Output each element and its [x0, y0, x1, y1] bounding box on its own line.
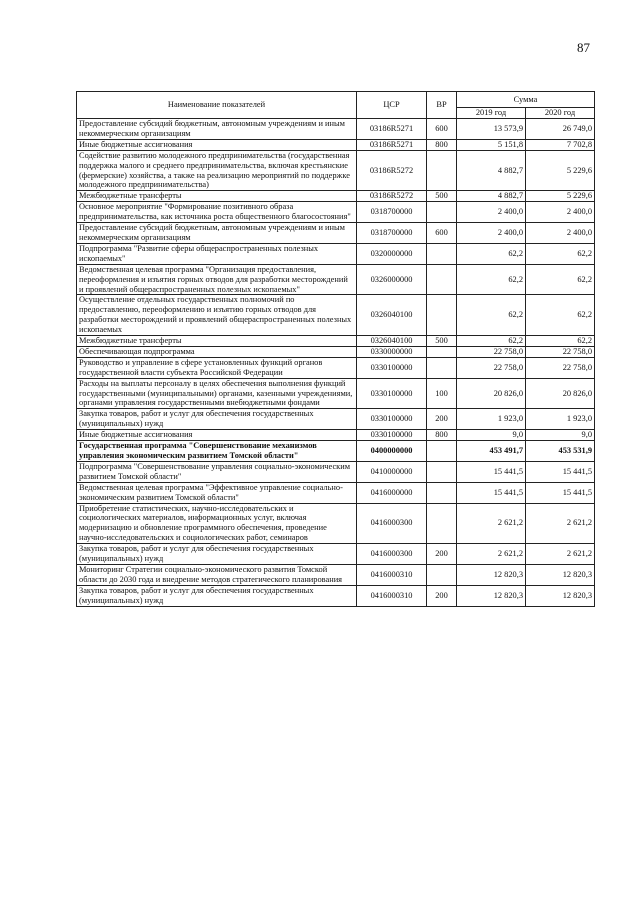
- row-name: Межбюджетные трансферты: [77, 191, 357, 202]
- row-amount-2019: 4 882,7: [457, 150, 526, 191]
- row-amount-2020: 62,2: [526, 295, 595, 336]
- table-row: [77, 346, 595, 357]
- row-name: Закупка товаров, работ и услуг для обеспечения государственных (муниципальных) нужд: [77, 585, 357, 606]
- row-csr: 0326000000: [357, 264, 427, 295]
- table-row: [77, 191, 595, 202]
- row-name: Предоставление субсидий бюджетным, автономным учреждениям и иным некоммерческим организациям: [77, 223, 357, 244]
- row-name: Подпрограмма "Развитие сферы общераспространенных полезных ископаемых": [77, 243, 357, 264]
- row-csr: 0330000000: [357, 346, 427, 357]
- row-amount-2019: 13 573,9: [457, 119, 526, 140]
- header-year-2020: 2020 год: [526, 108, 595, 119]
- header-vr: ВР: [427, 92, 457, 119]
- row-vr: 200: [427, 544, 457, 565]
- row-name: Содействие развитию молодежного предпринимательства (государственная поддержка малого и среднего предпринимательства, включая крестьянские (фермерские) хозяйства, а также на реализацию мероприятий по поддержке молодежного предпринимательства): [77, 150, 357, 191]
- row-csr: 03186R5271: [357, 139, 427, 150]
- row-amount-2020: 7 702,8: [526, 139, 595, 150]
- table-row: [77, 482, 595, 503]
- row-amount-2019: 5 151,8: [457, 139, 526, 150]
- table-body: [77, 119, 595, 607]
- row-csr: 0318700000: [357, 202, 427, 223]
- row-amount-2020: 26 749,0: [526, 119, 595, 140]
- row-vr: [427, 264, 457, 295]
- row-amount-2019: 62,2: [457, 336, 526, 347]
- row-name: Обеспечивающая подпрограмма: [77, 346, 357, 357]
- header-csr: ЦСР: [357, 92, 427, 119]
- row-amount-2019: 22 758,0: [457, 346, 526, 357]
- budget-table: [76, 91, 595, 607]
- row-amount-2020: 15 441,5: [526, 461, 595, 482]
- row-csr: 0416000310: [357, 585, 427, 606]
- row-amount-2020: 15 441,5: [526, 482, 595, 503]
- row-csr: 0416000000: [357, 482, 427, 503]
- table-row: [77, 223, 595, 244]
- row-amount-2020: 12 820,3: [526, 564, 595, 585]
- table-row: [77, 243, 595, 264]
- row-vr: 800: [427, 430, 457, 441]
- row-name: Руководство и управление в сфере установленных функций органов государственной власти субъекта Российской Федерации: [77, 357, 357, 378]
- row-csr: 0320000000: [357, 243, 427, 264]
- table-row: [77, 378, 595, 409]
- row-csr: 0326040100: [357, 336, 427, 347]
- row-amount-2019: 4 882,7: [457, 191, 526, 202]
- row-amount-2019: 453 491,7: [457, 441, 526, 462]
- row-name: Осуществление отдельных государственных полномочий по предоставлению, переоформлению и изъятию горных отводов для разработки месторождений и проявлений общераспространенных полезных ископаемых: [77, 295, 357, 336]
- row-vr: [427, 202, 457, 223]
- row-amount-2020: 9,0: [526, 430, 595, 441]
- row-csr: 0416000310: [357, 564, 427, 585]
- row-name: Ведомственная целевая программа "Организация предоставления, переоформления и изъятия горных отводов для разработки месторождений и проявлений общераспространенных полезных ископаемых": [77, 264, 357, 295]
- page-number: 87: [577, 40, 590, 55]
- row-vr: 500: [427, 336, 457, 347]
- row-amount-2020: 1 923,0: [526, 409, 595, 430]
- table-row: [77, 503, 595, 544]
- row-amount-2019: 2 621,2: [457, 503, 526, 544]
- row-vr: [427, 564, 457, 585]
- table-row: [77, 202, 595, 223]
- table-row: [77, 409, 595, 430]
- row-name: Предоставление субсидий бюджетным, автономным учреждениям и иным некоммерческим организациям: [77, 119, 357, 140]
- header-name: Наименование показателей: [77, 92, 357, 119]
- row-csr: 0330100000: [357, 430, 427, 441]
- row-vr: [427, 461, 457, 482]
- row-amount-2019: 62,2: [457, 295, 526, 336]
- row-name: Основное мероприятие "Формирование позитивного образа предпринимательства, как источника роста общественного благосостояния": [77, 202, 357, 223]
- table-row: [77, 295, 595, 336]
- table-row: [77, 336, 595, 347]
- table-row: [77, 430, 595, 441]
- table-row: [77, 461, 595, 482]
- row-name: Расходы на выплаты персоналу в целях обеспечения выполнения функций государственными (муниципальными) органами, казенными учреждениями, органами управления государственными внебюджетными фондами: [77, 378, 357, 409]
- row-name: Закупка товаров, работ и услуг для обеспечения государственных (муниципальных) нужд: [77, 544, 357, 565]
- row-amount-2019: 2 400,0: [457, 223, 526, 244]
- row-csr: 03186R5271: [357, 119, 427, 140]
- row-vr: 200: [427, 409, 457, 430]
- row-csr: 0330100000: [357, 357, 427, 378]
- table-row: [77, 357, 595, 378]
- row-amount-2020: 2 400,0: [526, 202, 595, 223]
- row-vr: 500: [427, 191, 457, 202]
- table-row: [77, 585, 595, 606]
- table-row: [77, 119, 595, 140]
- row-name: Межбюджетные трансферты: [77, 336, 357, 347]
- row-vr: [427, 243, 457, 264]
- row-csr: 0326040100: [357, 295, 427, 336]
- row-amount-2019: 15 441,5: [457, 461, 526, 482]
- table-row: [77, 441, 595, 462]
- row-amount-2020: 5 229,6: [526, 150, 595, 191]
- row-csr: 0330100000: [357, 378, 427, 409]
- table-row: [77, 564, 595, 585]
- row-amount-2020: 62,2: [526, 243, 595, 264]
- row-amount-2020: 2 621,2: [526, 544, 595, 565]
- row-vr: 600: [427, 223, 457, 244]
- row-name: Закупка товаров, работ и услуг для обеспечения государственных (муниципальных) нужд: [77, 409, 357, 430]
- table-row: [77, 544, 595, 565]
- row-vr: [427, 441, 457, 462]
- row-vr: 100: [427, 378, 457, 409]
- row-amount-2019: 9,0: [457, 430, 526, 441]
- row-amount-2020: 2 400,0: [526, 223, 595, 244]
- row-amount-2020: 2 621,2: [526, 503, 595, 544]
- row-vr: [427, 346, 457, 357]
- header-year-2019: 2019 год: [457, 108, 526, 119]
- row-amount-2020: 5 229,6: [526, 191, 595, 202]
- row-vr: [427, 503, 457, 544]
- table-row: [77, 264, 595, 295]
- row-amount-2020: 62,2: [526, 264, 595, 295]
- table-row: [77, 150, 595, 191]
- row-amount-2020: 22 758,0: [526, 346, 595, 357]
- row-vr: [427, 295, 457, 336]
- table-row: [77, 139, 595, 150]
- row-name: Мониторинг Стратегии социально-экономического развития Томской области до 2030 года и внедрение методов стратегического планирования: [77, 564, 357, 585]
- row-csr: 0410000000: [357, 461, 427, 482]
- row-vr: [427, 150, 457, 191]
- row-amount-2019: 15 441,5: [457, 482, 526, 503]
- table-header: [77, 92, 595, 119]
- row-csr: 0416000300: [357, 544, 427, 565]
- row-amount-2019: 1 923,0: [457, 409, 526, 430]
- row-vr: [427, 357, 457, 378]
- row-vr: 600: [427, 119, 457, 140]
- header-sum: Сумма: [457, 92, 595, 108]
- row-name: Государственная программа "Совершенствование механизмов управления экономическим развитием Томской области": [77, 441, 357, 462]
- row-amount-2020: 12 820,3: [526, 585, 595, 606]
- row-amount-2019: 12 820,3: [457, 585, 526, 606]
- row-amount-2019: 2 400,0: [457, 202, 526, 223]
- row-csr: 0416000300: [357, 503, 427, 544]
- row-vr: [427, 482, 457, 503]
- row-name: Иные бюджетные ассигнования: [77, 139, 357, 150]
- row-csr: 0330100000: [357, 409, 427, 430]
- row-vr: 200: [427, 585, 457, 606]
- row-vr: 800: [427, 139, 457, 150]
- row-amount-2019: 22 758,0: [457, 357, 526, 378]
- row-amount-2019: 12 820,3: [457, 564, 526, 585]
- row-amount-2020: 22 758,0: [526, 357, 595, 378]
- row-name: Иные бюджетные ассигнования: [77, 430, 357, 441]
- row-name: Подпрограмма "Совершенствование управления социально-экономическим развитием Томской области": [77, 461, 357, 482]
- row-csr: 0318700000: [357, 223, 427, 244]
- row-csr: 0400000000: [357, 441, 427, 462]
- row-amount-2019: 62,2: [457, 264, 526, 295]
- row-csr: 03186R5272: [357, 150, 427, 191]
- row-amount-2019: 62,2: [457, 243, 526, 264]
- row-amount-2019: 2 621,2: [457, 544, 526, 565]
- row-name: Ведомственная целевая программа "Эффективное управление социально-экономическим развитием Томской области": [77, 482, 357, 503]
- row-amount-2019: 20 826,0: [457, 378, 526, 409]
- row-csr: 03186R5272: [357, 191, 427, 202]
- row-amount-2020: 62,2: [526, 336, 595, 347]
- row-amount-2020: 453 531,9: [526, 441, 595, 462]
- row-amount-2020: 20 826,0: [526, 378, 595, 409]
- row-name: Приобретение статистических, научно-исследовательских и социологических материалов, информационных услуг, включая модернизацию и обновление программного обеспечения, проведение научно-исследовательских и социологических работ, семинаров: [77, 503, 357, 544]
